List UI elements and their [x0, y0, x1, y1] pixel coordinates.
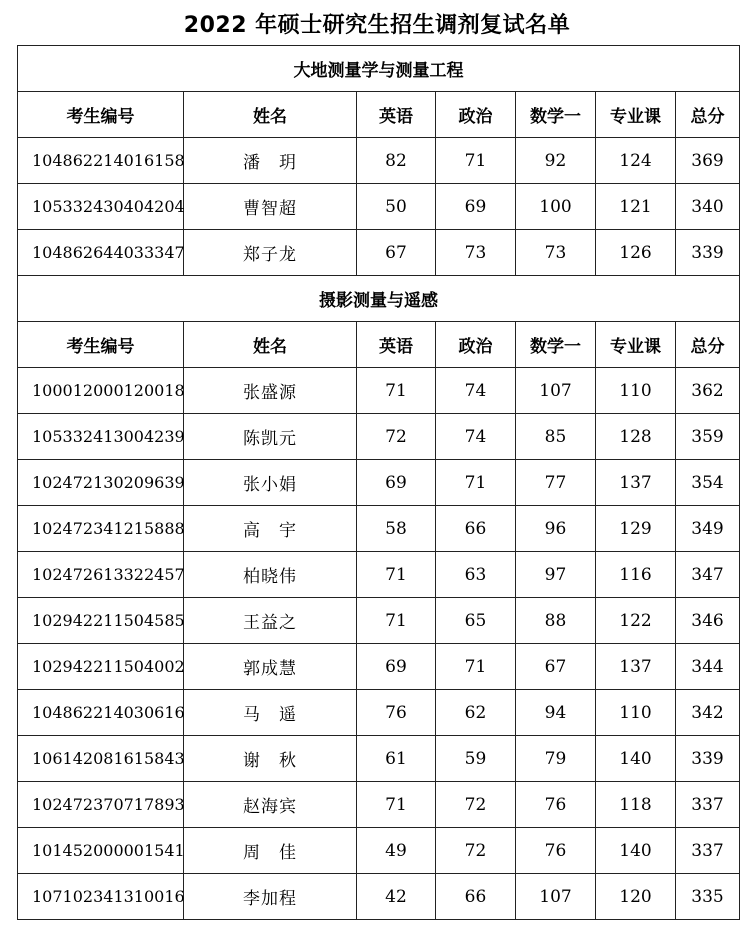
table-row: [18, 874, 740, 920]
english-cell: 58: [357, 506, 436, 552]
major-cell: 128: [596, 414, 676, 460]
total-cell: 347: [676, 552, 740, 598]
table-row: [18, 690, 740, 736]
politics-cell: 72: [436, 828, 516, 874]
politics-cell: 62: [436, 690, 516, 736]
english-cell: 72: [357, 414, 436, 460]
column-header: 姓名: [184, 322, 357, 368]
column-header: 数学一: [516, 92, 596, 138]
name-cell: 马 遥: [184, 690, 357, 736]
english-cell: 71: [357, 552, 436, 598]
total-cell: 340: [676, 184, 740, 230]
total-cell: 337: [676, 828, 740, 874]
math-cell: 88: [516, 598, 596, 644]
name-cell: 高 宇: [184, 506, 357, 552]
name-cell: 王益之: [184, 598, 357, 644]
total-cell: 337: [676, 782, 740, 828]
section-header-row: [18, 276, 740, 322]
politics-cell: 65: [436, 598, 516, 644]
major-cell: 140: [596, 828, 676, 874]
total-cell: 349: [676, 506, 740, 552]
english-cell: 69: [357, 460, 436, 506]
name-cell: 潘 玥: [184, 138, 357, 184]
name-cell: 谢 秋: [184, 736, 357, 782]
math-cell: 85: [516, 414, 596, 460]
table-row: [18, 828, 740, 874]
column-header: 考生编号: [18, 322, 184, 368]
math-cell: 77: [516, 460, 596, 506]
math-cell: 94: [516, 690, 596, 736]
table-row: [18, 230, 740, 276]
name-cell: 陈凯元: [184, 414, 357, 460]
candidate-id-cell: 101452000001541: [18, 828, 184, 874]
math-cell: 79: [516, 736, 596, 782]
major-cell: 120: [596, 874, 676, 920]
section-title: 摄影测量与遥感: [18, 276, 740, 322]
admission-table: [17, 45, 740, 920]
major-cell: 140: [596, 736, 676, 782]
english-cell: 67: [357, 230, 436, 276]
english-cell: 71: [357, 782, 436, 828]
name-cell: 曹智超: [184, 184, 357, 230]
politics-cell: 74: [436, 414, 516, 460]
english-cell: 76: [357, 690, 436, 736]
column-header: 数学一: [516, 322, 596, 368]
total-cell: 346: [676, 598, 740, 644]
politics-cell: 71: [436, 460, 516, 506]
total-cell: 342: [676, 690, 740, 736]
column-header: 总分: [676, 322, 740, 368]
english-cell: 61: [357, 736, 436, 782]
column-header-row: [18, 322, 740, 368]
total-cell: 362: [676, 368, 740, 414]
major-cell: 118: [596, 782, 676, 828]
total-cell: 339: [676, 736, 740, 782]
english-cell: 49: [357, 828, 436, 874]
politics-cell: 69: [436, 184, 516, 230]
politics-cell: 66: [436, 874, 516, 920]
politics-cell: 72: [436, 782, 516, 828]
name-cell: 张小娟: [184, 460, 357, 506]
total-cell: 335: [676, 874, 740, 920]
table-row: [18, 368, 740, 414]
name-cell: 郑子龙: [184, 230, 357, 276]
name-cell: 张盛源: [184, 368, 357, 414]
math-cell: 97: [516, 552, 596, 598]
candidate-id-cell: 100012000120018: [18, 368, 184, 414]
total-cell: 339: [676, 230, 740, 276]
candidate-id-cell: 106142081615843: [18, 736, 184, 782]
name-cell: 柏晓伟: [184, 552, 357, 598]
candidate-id-cell: 105332430404204: [18, 184, 184, 230]
table-row: [18, 184, 740, 230]
english-cell: 69: [357, 644, 436, 690]
total-cell: 354: [676, 460, 740, 506]
total-cell: 359: [676, 414, 740, 460]
politics-cell: 63: [436, 552, 516, 598]
column-header: 姓名: [184, 92, 357, 138]
major-cell: 116: [596, 552, 676, 598]
major-cell: 110: [596, 368, 676, 414]
name-cell: 赵海宾: [184, 782, 357, 828]
english-cell: 50: [357, 184, 436, 230]
column-header: 政治: [436, 92, 516, 138]
column-header: 考生编号: [18, 92, 184, 138]
math-cell: 76: [516, 828, 596, 874]
section-title: 大地测量学与测量工程: [18, 46, 740, 92]
math-cell: 96: [516, 506, 596, 552]
table-row: [18, 138, 740, 184]
candidate-id-cell: 102472341215888: [18, 506, 184, 552]
table-row: [18, 552, 740, 598]
total-cell: 369: [676, 138, 740, 184]
math-cell: 76: [516, 782, 596, 828]
politics-cell: 71: [436, 644, 516, 690]
candidate-id-cell: 104862214016158: [18, 138, 184, 184]
page-title: 2022 年硕士研究生招生调剂复试名单: [183, 13, 571, 38]
column-header-row: [18, 92, 740, 138]
name-cell: 周 佳: [184, 828, 357, 874]
column-header: 英语: [357, 92, 436, 138]
candidate-id-cell: 102942211504002: [18, 644, 184, 690]
candidate-id-cell: 102472613322457: [18, 552, 184, 598]
math-cell: 107: [516, 874, 596, 920]
major-cell: 137: [596, 460, 676, 506]
math-cell: 67: [516, 644, 596, 690]
politics-cell: 74: [436, 368, 516, 414]
name-cell: 郭成慧: [184, 644, 357, 690]
english-cell: 71: [357, 368, 436, 414]
total-cell: 344: [676, 644, 740, 690]
candidate-id-cell: 102472130209639: [18, 460, 184, 506]
english-cell: 71: [357, 598, 436, 644]
math-cell: 100: [516, 184, 596, 230]
english-cell: 42: [357, 874, 436, 920]
table-row: [18, 414, 740, 460]
politics-cell: 59: [436, 736, 516, 782]
candidate-id-cell: 107102341310016: [18, 874, 184, 920]
table-row: [18, 782, 740, 828]
column-header: 专业课: [596, 322, 676, 368]
column-header: 政治: [436, 322, 516, 368]
math-cell: 73: [516, 230, 596, 276]
major-cell: 110: [596, 690, 676, 736]
table-row: [18, 598, 740, 644]
column-header: 总分: [676, 92, 740, 138]
politics-cell: 73: [436, 230, 516, 276]
major-cell: 129: [596, 506, 676, 552]
table-row: [18, 644, 740, 690]
politics-cell: 71: [436, 138, 516, 184]
table-row: [18, 736, 740, 782]
candidate-id-cell: 102472370717893: [18, 782, 184, 828]
section-header-row: [18, 46, 740, 92]
column-header: 英语: [357, 322, 436, 368]
english-cell: 82: [357, 138, 436, 184]
column-header: 专业课: [596, 92, 676, 138]
major-cell: 124: [596, 138, 676, 184]
major-cell: 137: [596, 644, 676, 690]
major-cell: 121: [596, 184, 676, 230]
candidate-id-cell: 105332413004239: [18, 414, 184, 460]
candidate-id-cell: 104862644033347: [18, 230, 184, 276]
table-body: [18, 46, 740, 920]
major-cell: 126: [596, 230, 676, 276]
candidate-id-cell: 102942211504585: [18, 598, 184, 644]
name-cell: 李加程: [184, 874, 357, 920]
table-row: [18, 460, 740, 506]
math-cell: 92: [516, 138, 596, 184]
candidate-id-cell: 104862214030616: [18, 690, 184, 736]
math-cell: 107: [516, 368, 596, 414]
major-cell: 122: [596, 598, 676, 644]
politics-cell: 66: [436, 506, 516, 552]
table-row: [18, 506, 740, 552]
